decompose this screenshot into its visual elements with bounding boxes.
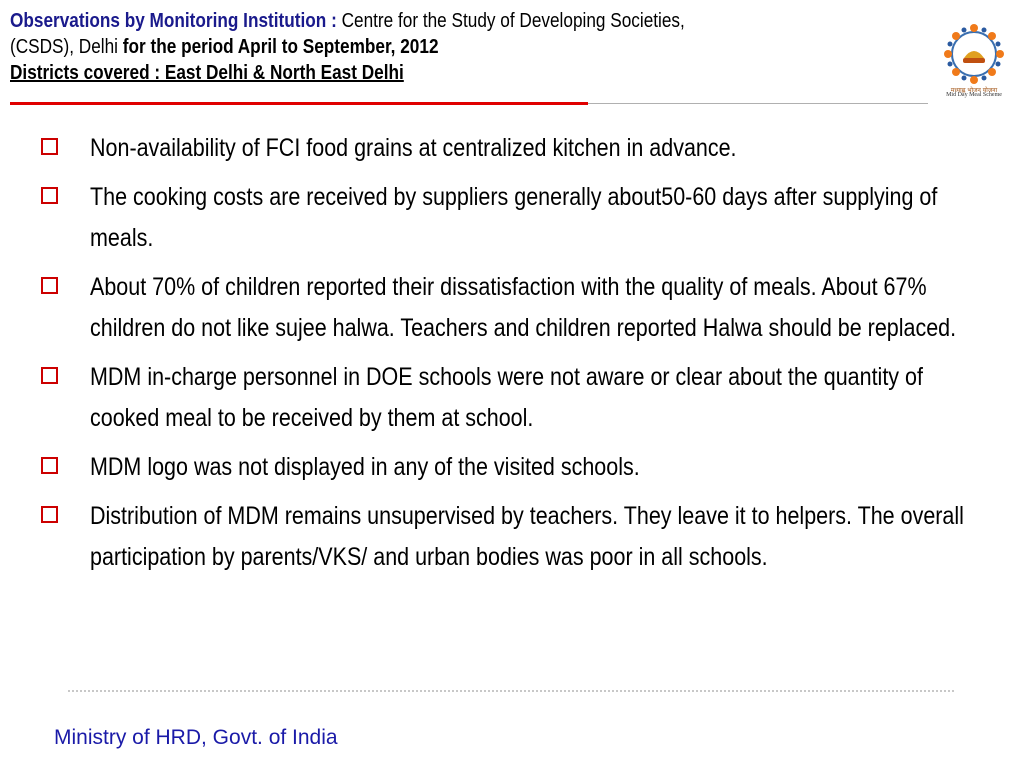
list-item: [40, 496, 1000, 578]
square-bullet-icon: [41, 138, 58, 155]
institution-label: Observations by Monitoring Institution :: [10, 10, 337, 32]
bullet-text: MDM in-charge personnel in DOE schools were not aware or clear about the quantity of cooked meal to be received by them at school.: [90, 363, 923, 432]
header-divider-gray: [588, 103, 928, 104]
header-line-2: [10, 34, 793, 60]
observations-list: [40, 128, 1000, 586]
footer-ministry: Ministry of HRD, Govt. of India: [54, 726, 338, 749]
square-bullet-icon: [41, 457, 58, 474]
list-item: [40, 267, 1000, 349]
list-item: [40, 128, 1000, 169]
list-item: [40, 357, 1000, 439]
logo-hindi-text: मध्याह्न भोजन योजना: [950, 87, 998, 94]
slide-header: [10, 8, 793, 86]
bullet-text: Distribution of MDM remains unsupervised by teachers. They leave it to helpers. The overall participation by parents/VKS/ and urban bodies was poor in all schools.: [90, 502, 964, 571]
institution-location: (CSDS), Delhi: [10, 36, 123, 58]
square-bullet-icon: [41, 277, 58, 294]
list-item: [40, 177, 1000, 259]
logo-caption: Mid Day Meal Scheme: [946, 92, 1002, 98]
list-item: [40, 447, 1000, 488]
footer-divider: [68, 690, 954, 692]
square-bullet-icon: [41, 187, 58, 204]
square-bullet-icon: [41, 506, 58, 523]
districts-covered: Districts covered : East Delhi & North East Delhi: [10, 62, 404, 84]
institution-name: Centre for the Study of Developing Societies,: [336, 10, 685, 32]
period-text: for the period April to September, 2012: [122, 36, 439, 58]
bullet-text: Non-availability of FCI food grains at centralized kitchen in advance.: [90, 134, 737, 162]
header-divider-red: [10, 102, 588, 105]
square-bullet-icon: [41, 367, 58, 384]
bullet-text: About 70% of children reported their dissatisfaction with the quality of meals. About 67% children do not like sujee halwa. Teachers and children reported Halwa should be replaced.: [90, 273, 957, 342]
header-line-1: [10, 8, 793, 34]
bullet-text: MDM logo was not displayed in any of the visited schools.: [90, 453, 640, 481]
bullet-text: The cooking costs are received by suppliers generally about50-60 days after supplying of meals.: [90, 183, 938, 252]
header-line-3: [10, 60, 793, 86]
